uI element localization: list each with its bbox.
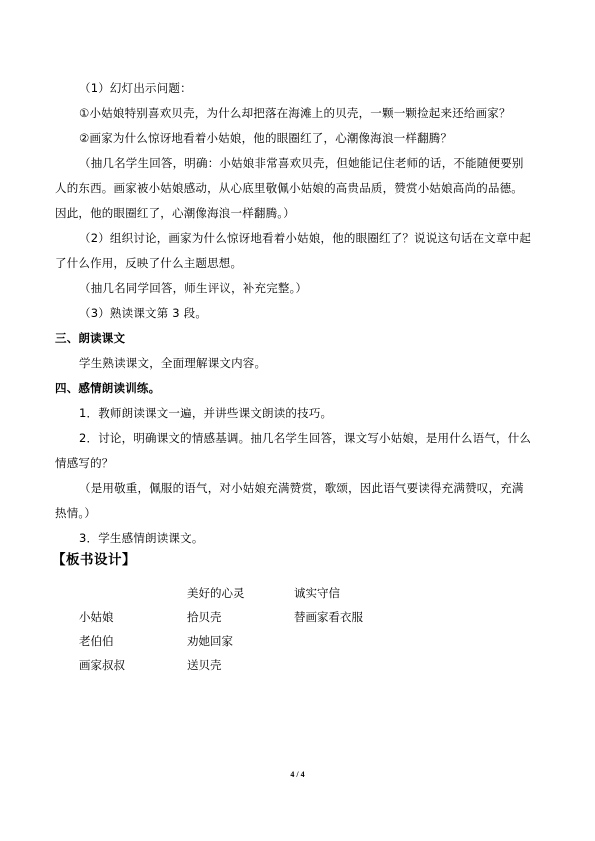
discussion-line-2: 了什么作用，反映了什么主题思想。 xyxy=(55,256,243,270)
page-number: 4 / 4 xyxy=(290,770,305,779)
answer-line-2: 人的东西。画家被小姑娘感动，从心底里敬佩小姑娘的高贵品质，赞赏小姑娘高尚的品德。 xyxy=(55,181,523,195)
emotion-line-3: 情感写的？ xyxy=(55,456,114,470)
emotion-line-2: 2．讨论，明确课文的情感基调。抽几名学生回答，课文写小姑娘，是用什么语气，什么 xyxy=(79,431,532,445)
question-intro: （1）幻灯出示问题： xyxy=(79,81,192,95)
board-cell-beautiful-heart: 美好的心灵 xyxy=(187,586,245,600)
reading-line-1: 学生熟读课文，全面理解课文内容。 xyxy=(79,356,267,370)
section-heading-reading: 三、朗读课文 xyxy=(55,331,126,345)
board-cell-honesty: 诚实守信 xyxy=(294,586,340,600)
board-cell-give-shells: 送贝壳 xyxy=(187,658,222,672)
discussion-answer: （抽几名同学回答，师生评议，补充完整。） xyxy=(79,281,308,295)
board-design-heading: 【板书设计】 xyxy=(52,552,136,568)
board-cell-watch-clothes: 替画家看衣服 xyxy=(294,610,363,624)
emotion-line-5: 热情。） xyxy=(55,506,97,520)
emotion-line-4: （是用敬重，佩服的语气，对小姑娘充满赞赏，歌颂，因此语气要读得充满赞叹，充满 xyxy=(79,481,524,495)
board-cell-painter: 画家叔叔 xyxy=(79,658,125,672)
question-2: ②画家为什么惊讶地看着小姑娘，他的眼圈红了，心潮像海浪一样翻腾？ xyxy=(79,131,453,145)
board-cell-persuade-home: 劝她回家 xyxy=(187,634,233,648)
section-heading-emotion: 四、感情朗读训练。 xyxy=(55,381,161,395)
answer-line-3: 因此，他的眼圈红了，心潮像海浪一样翻腾。） xyxy=(55,206,295,220)
discussion-line-1: （2）组织讨论，画家为什么惊讶地看着小姑娘，他的眼圈红了？说说这句话在文章中起 xyxy=(79,231,532,245)
answer-line-1: （抽几名学生回答，明确：小姑娘非常喜欢贝壳，但她能记住老师的话，不能随便要别 xyxy=(79,156,524,170)
question-1: ①小姑娘特别喜欢贝壳，为什么却把落在海滩上的贝壳，一颗一颗捡起来还给画家？ xyxy=(79,106,511,120)
read-paragraph-3: （3）熟读课文第 3 段。 xyxy=(79,306,208,320)
board-cell-old-man: 老伯伯 xyxy=(79,634,114,648)
board-cell-pick-shells: 拾贝壳 xyxy=(187,610,222,624)
emotion-line-1: 1．教师朗读课文一遍，并讲些课文朗读的技巧。 xyxy=(79,406,333,420)
emotion-line-6: 3．学生感情朗读课文。 xyxy=(79,531,204,545)
board-cell-little-girl: 小姑娘 xyxy=(79,610,114,624)
